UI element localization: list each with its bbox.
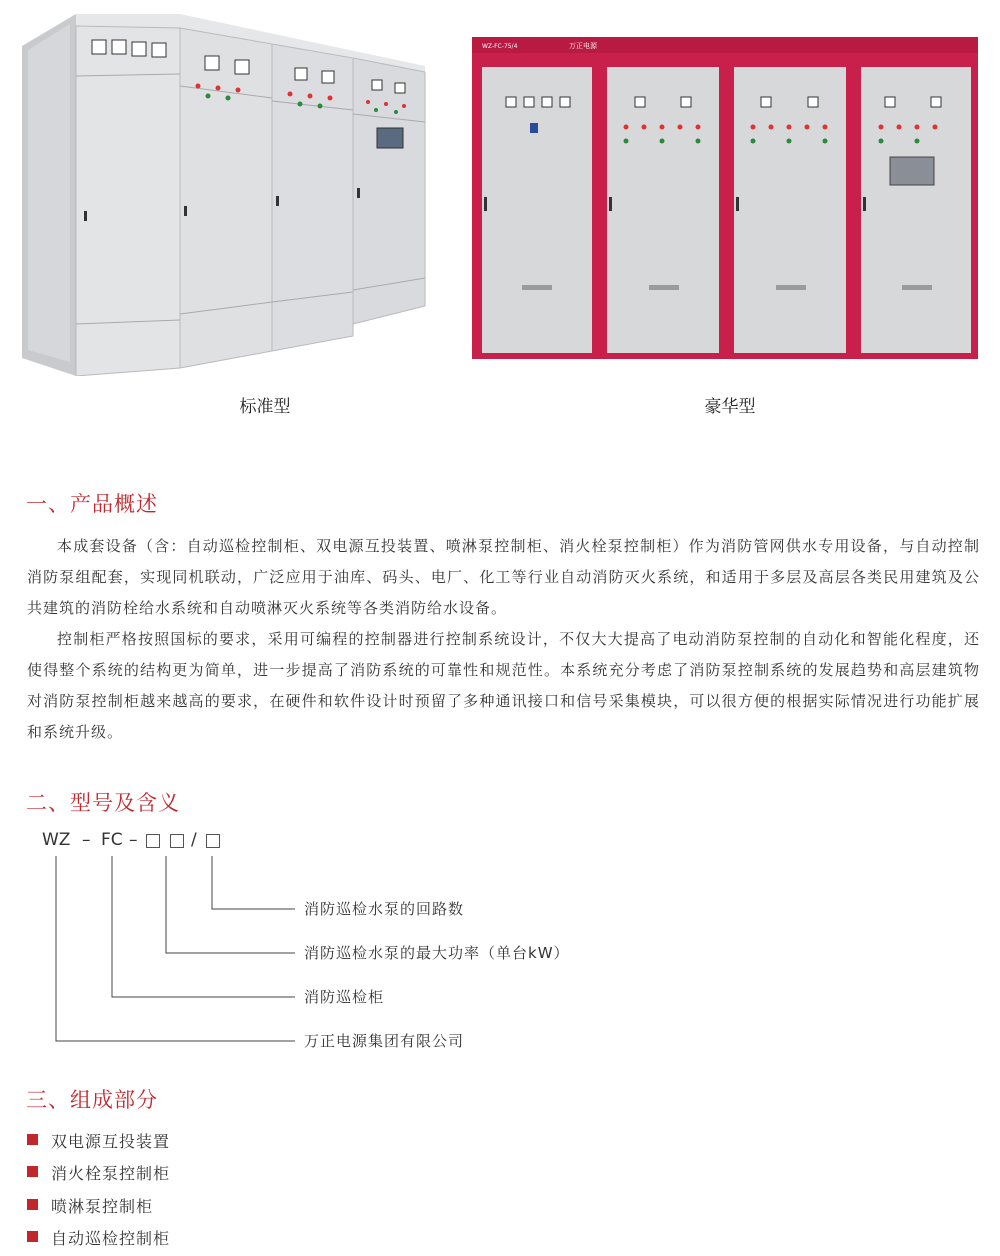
model-code-fc: FC bbox=[101, 830, 123, 850]
component-label: 自动巡检控制柜 bbox=[51, 1229, 171, 1248]
model-label-company: 万正电源集团有限公司 bbox=[304, 1032, 465, 1050]
model-label-circuits: 消防巡检水泵的回路数 bbox=[304, 900, 465, 918]
component-label: 喷淋泵控制柜 bbox=[51, 1197, 154, 1216]
deluxe-caption: 豪华型 bbox=[704, 397, 756, 417]
component-label: 双电源互投装置 bbox=[51, 1132, 171, 1151]
deluxe-brand: 万正电源 bbox=[569, 42, 597, 50]
section-title-components: 三、组成部分 bbox=[26, 1088, 158, 1112]
model-label-power: 消防巡检水泵的最大功率（单台kW） bbox=[304, 944, 570, 962]
model-code-slash: / bbox=[191, 830, 197, 850]
model-code-dash-1: – bbox=[82, 830, 91, 850]
bullet-icon bbox=[27, 1166, 38, 1177]
model-label-cabinet: 消防巡检柜 bbox=[304, 988, 385, 1006]
section-title-model: 二、型号及含义 bbox=[26, 791, 180, 815]
bullet-icon bbox=[27, 1231, 38, 1242]
overview-paragraph-2: 控制柜严格按照国标的要求，采用可编程的控制器进行控制系统设计，不仅大大提高了电动消防泵控制的自动化和智能化程度，还使得整个系统的结构更为简单，进一步提高了消防系统的可靠性和规范性。本系统充分考虑了消防泵控制系统的发展趋势和高层建筑物对消防泵控制柜越来越高的要求，在硬件和软件设计时预留了多种通讯接口和信号采集模块，可以很方便的根据实际情况进行功能扩展和系统升级。 bbox=[27, 630, 980, 741]
model-code-wz: WZ bbox=[42, 830, 71, 850]
standard-caption: 标准型 bbox=[239, 397, 291, 417]
model-code-dash-2: – bbox=[129, 830, 138, 850]
deluxe-cabinet-image bbox=[472, 37, 978, 359]
section-title-overview: 一、产品概述 bbox=[26, 492, 158, 516]
bullet-icon bbox=[27, 1199, 38, 1210]
bullet-icon bbox=[27, 1134, 38, 1145]
overview-paragraph-1: 本成套设备（含：自动巡检控制柜、双电源互投装置、喷淋泵控制柜、消火栓泵控制柜）作为消防管网供水专用设备，与自动控制消防泵组配套，实现同机联动，广泛应用于油库、码头、电厂、化工等行业自动消防灭火系统，和适用于多层及高层各类民用建筑及公共建筑的消防栓给水系统和自动喷淋灭火系统等各类消防给水设备。 bbox=[27, 537, 980, 617]
deluxe-nameplate: WZ-FC-75/4 bbox=[482, 43, 518, 50]
component-label: 消火栓泵控制柜 bbox=[51, 1164, 171, 1183]
